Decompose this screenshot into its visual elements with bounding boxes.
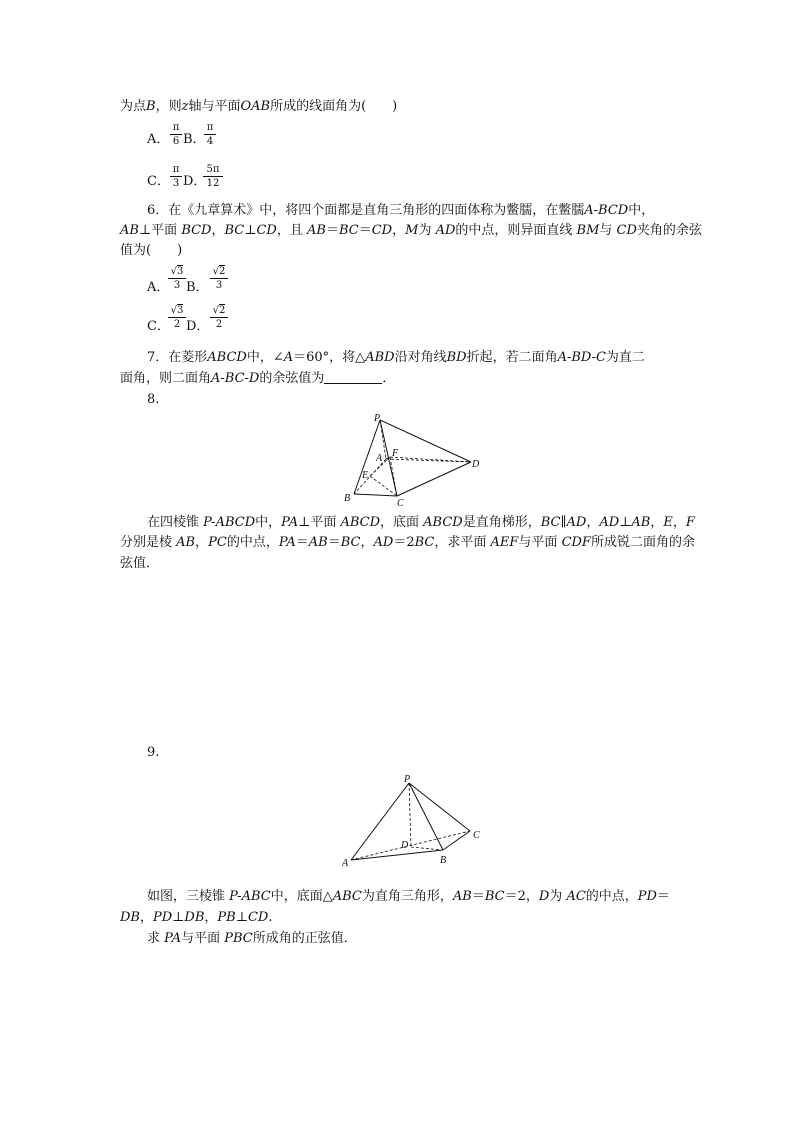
q5-option-d-label: D． xyxy=(183,174,207,189)
q8-number: 8. xyxy=(147,392,160,407)
q9-label-c: C xyxy=(473,830,480,841)
q5-option-b-fraction: π 4 xyxy=(204,122,216,147)
q8-label-a: A xyxy=(376,453,383,464)
q5-stem-tail: 为点B，则z轴与平面OAB所成的线面角为( ) xyxy=(120,99,398,114)
q6-option-b-label: B． xyxy=(186,280,209,295)
q9-label-d: D xyxy=(401,840,409,851)
q9-label-p: P xyxy=(404,774,411,785)
q5-option-a-label: A． xyxy=(147,132,170,147)
q6-option-d-fraction: √2 2 xyxy=(210,305,228,330)
q7-answer-blank xyxy=(324,371,382,384)
q8-label-e: E xyxy=(362,470,369,481)
q6-option-a-fraction: √3 3 xyxy=(168,266,186,291)
q8-stem-line2: 分别是棱 AB，PC的中点，PA＝AB＝BC，AD＝2BC，求平面 AEF与平面 CDF所成锐二面角的余 xyxy=(120,535,695,550)
q9-pyramid-figure xyxy=(340,770,490,870)
q9-label-a: A xyxy=(342,858,349,869)
q6-option-a-label: A． xyxy=(147,280,170,295)
q5-option-b-label: B． xyxy=(183,132,206,147)
q6-stem-line2: AB⊥平面 BCD，BC⊥CD，且 AB＝BC＝CD，M为 AD的中点，则异面直线 BM与 CD夹角的余弦 xyxy=(120,223,702,238)
q9-label-b: B xyxy=(440,855,447,866)
q6-option-b-fraction: √2 3 xyxy=(210,266,228,291)
q5-option-c-fraction: π 3 xyxy=(170,164,182,189)
q6-option-c-fraction: √3 2 xyxy=(168,305,186,330)
q8-label-d: D xyxy=(472,459,480,470)
q6-option-c-label: C． xyxy=(147,319,170,334)
q6-stem-line1: 6．在《九章算术》中，将四个面都是直角三角形的四面体称为鳖臑，在鳖臑A-BCD中， xyxy=(147,203,655,218)
q8-stem-line1: 在四棱锥 P-ABCD中，PA⊥平面 ABCD，底面 ABCD是直角梯形，BC∥AD，AD⊥AB，E，F xyxy=(147,515,695,530)
q5-option-d-fraction: 5π 12 xyxy=(203,164,223,189)
q6-stem-line3: 值为( ) xyxy=(120,243,183,258)
q8-pyramid-figure xyxy=(340,412,480,512)
q9-stem-line1: 如图，三棱锥 P-ABC中，底面△ABC为直角三角形，AB＝BC＝2，D为 AC的中点，PD＝ xyxy=(147,889,670,904)
q7-stem-line2: 面角，则二面角A-BC-D的余弦值为 ． xyxy=(120,371,396,386)
q7-stem-line1: 7．在菱形ABCD中，∠A＝60°，将△ABD沿对角线BD折起，若二面角A-BD-C为直二 xyxy=(147,350,645,365)
q8-stem-line3: 弦值． xyxy=(120,556,160,571)
q9-stem-line2: DB，PD⊥DB，PB⊥CD. xyxy=(120,910,273,925)
q5-option-a-fraction: π 6 xyxy=(170,122,182,147)
q8-label-c: C xyxy=(397,498,404,509)
q8-label-b: B xyxy=(344,493,351,504)
q6-option-d-label: D． xyxy=(186,319,210,334)
q9-stem-line3: 求 PA与平面 PBC所成角的正弦值． xyxy=(147,931,357,946)
q8-label-p: P xyxy=(374,413,381,424)
q9-number: 9. xyxy=(147,745,160,760)
q5-option-c-label: C． xyxy=(147,174,170,189)
q8-label-f: F xyxy=(392,448,399,459)
